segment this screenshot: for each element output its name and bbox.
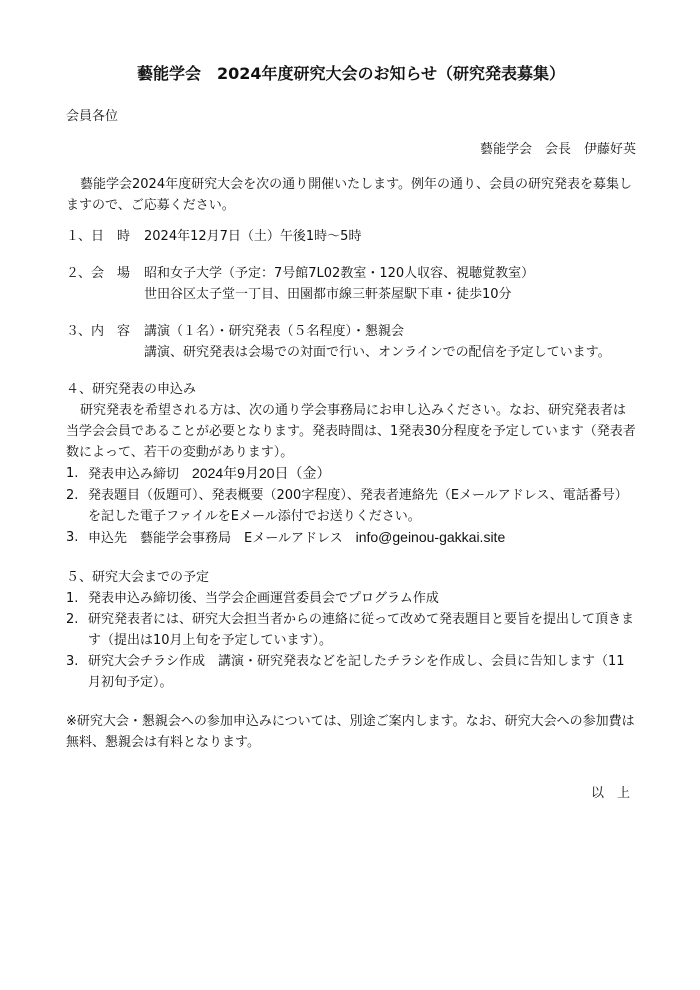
section-4-intro: 研究発表を希望される方は、次の通り学会事務局にお申し込みください。なお、研究発表者は当学会会員であることが必要となります。発表時間は、1発表30分程度を予定しています（発表者数によって、若干の変動があります）。 (66, 403, 636, 460)
item-number: ２ (66, 266, 80, 281)
intro-paragraph: 藝能学会2024年度研究大会を次の通り開催いたします。例年の通り、会員の研究発表を募集しますので、ご応募ください。 (66, 177, 633, 213)
list-item (66, 485, 636, 527)
item-body (144, 263, 636, 305)
list-text: 研究発表者には、研究大会担当者からの連絡に従って改めて発表題目と要旨を提出して頂きます（提出は10月上旬を予定しています）。 (88, 612, 635, 648)
document-page (66, 62, 636, 804)
list-text: 申込先 藝能学会事務局 Eメールアドレス (88, 531, 343, 546)
item-datetime (66, 226, 636, 247)
email-address: info@geinou-gakkai.site (355, 529, 506, 545)
addressee: 会員各位 (66, 109, 119, 124)
item-label: 、会 場 (78, 266, 131, 281)
list-number: 3. (66, 654, 79, 669)
list-text: 発表申込み締切 (88, 467, 180, 482)
list-number: 1. (66, 591, 79, 606)
item-line: 講演、研究発表は会場での対面で行い、オンラインでの配信を予定しています。 (144, 345, 611, 360)
list-text: 研究大会チラシ作成 講演・研究発表などを記したチラシを作成し、会員に告知します（11月初旬予定）。 (88, 654, 625, 690)
section-5-heading: ５、研究大会までの予定 (66, 570, 210, 585)
sender: 藝能学会 会長 伊藤好英 (479, 142, 636, 157)
section-4-heading: ４、研究発表の申込み (66, 382, 197, 397)
section-5-list (66, 588, 636, 693)
item-line: 昭和女子大学（予定：7号館7L02教室・120人収容、視聴覚教室） (144, 266, 535, 281)
list-item (66, 527, 636, 549)
list-number: 2. (66, 488, 79, 503)
list-item (66, 463, 636, 485)
section-4-list (66, 463, 636, 549)
list-number: 2. (66, 612, 79, 627)
item-body (144, 226, 636, 247)
list-text: 発表申込み締切後、当学会企画運営委員会でプログラム作成 (88, 591, 439, 606)
item-label: 、日 時 (78, 229, 131, 244)
item-venue (66, 263, 636, 305)
item-number: １ (66, 229, 80, 244)
item-body (144, 321, 636, 363)
list-text: 発表題目（仮題可）、発表概要（200字程度）、発表者連絡先（Eメールアドレス、電話番号）を記した電子ファイルをEメール添付でお送りください。 (88, 488, 628, 524)
list-item (66, 651, 636, 693)
list-item (66, 588, 636, 609)
item-line: 講演（１名）・研究発表（５名程度）・懇親会 (144, 324, 405, 339)
item-line: 世田谷区太子堂一丁目、田園都市線三軒茶屋駅下車・徒歩10分 (144, 287, 512, 302)
footnote: ※研究大会・懇親会への参加申込みについては、別途ご案内します。なお、研究大会への参加費は無料、懇親会は有料となります。 (66, 714, 635, 750)
document-title: 藝能学会 2024年度研究大会のお知らせ（研究発表募集） (136, 64, 566, 83)
list-number: 3. (66, 530, 79, 545)
item-number: ３ (66, 324, 80, 339)
deadline-value: 2024年9月20日（金） (192, 465, 331, 481)
item-line: 2024年12月7日（土）午後1時〜5時 (144, 229, 362, 244)
item-label: 、内 容 (78, 324, 131, 339)
list-item (66, 609, 636, 651)
list-number: 1. (66, 466, 79, 481)
item-content (66, 321, 636, 363)
closing-mark: 以 上 (590, 786, 630, 801)
